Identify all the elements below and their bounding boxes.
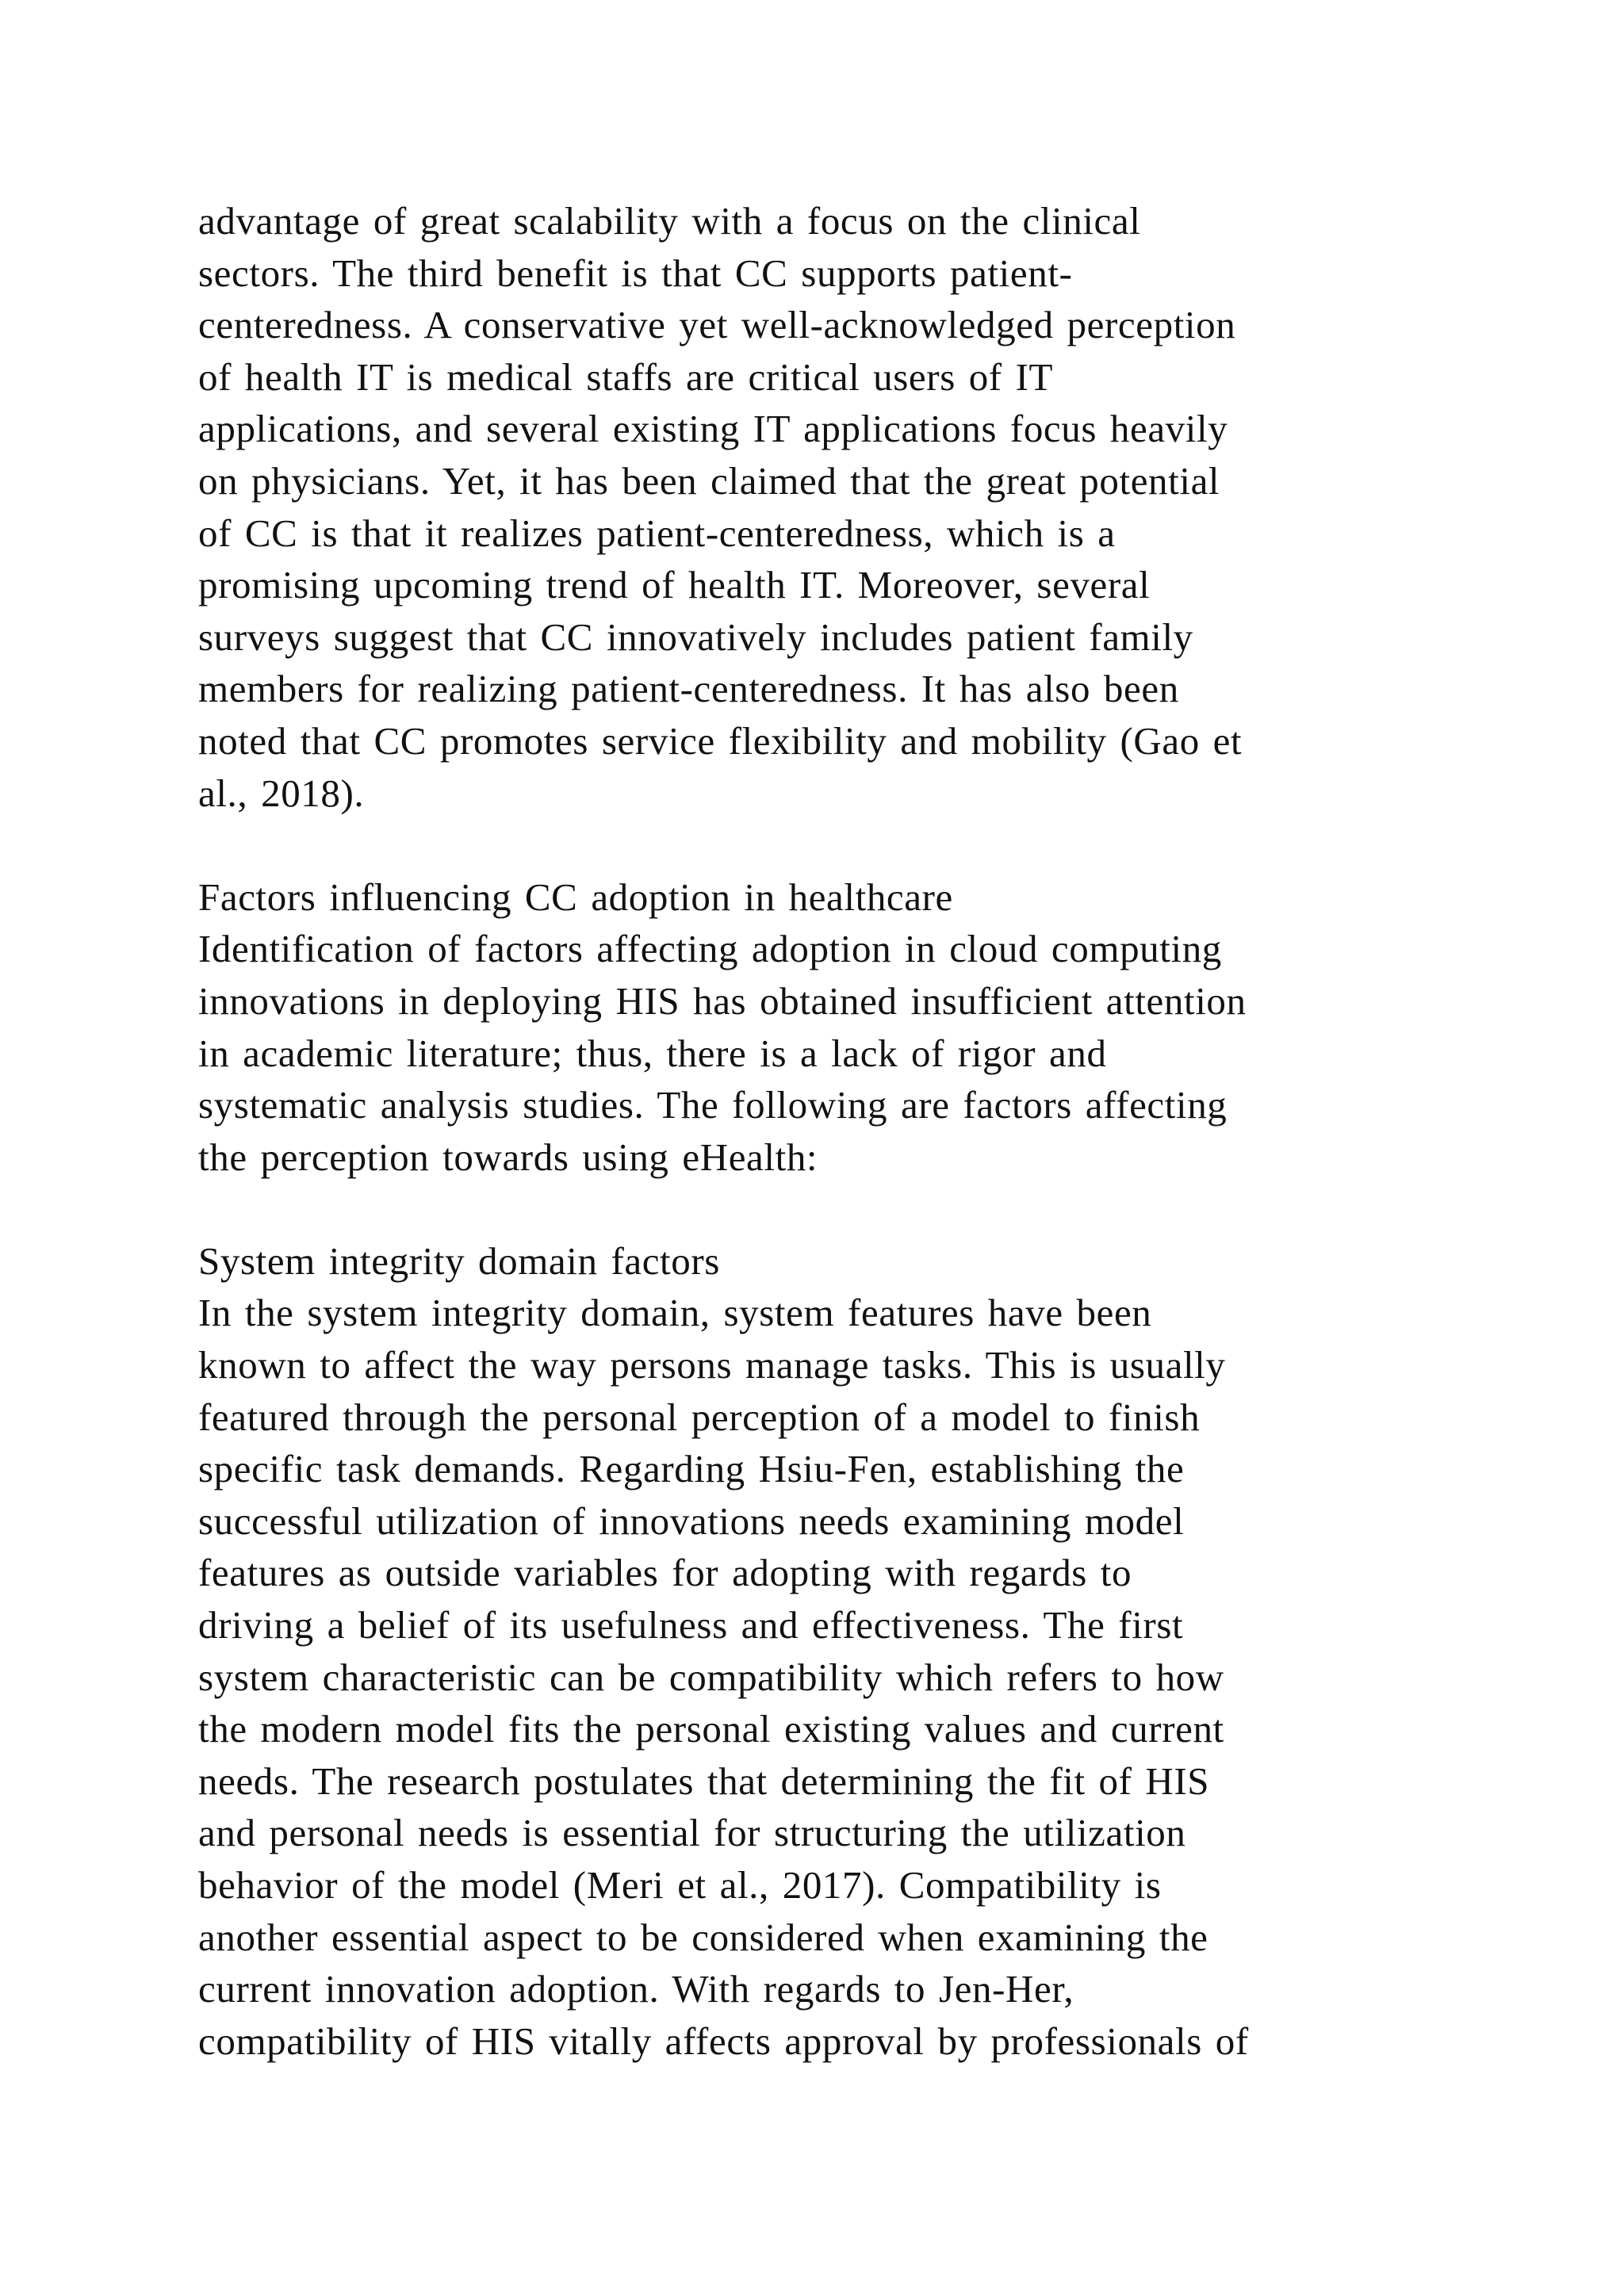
paragraph-3 [198,1287,1483,2067]
text-line: and personal needs is essential for structuring the utilization [198,1811,1186,1855]
text-line: on physicians. Yet, it has been claimed that the great potential [198,458,1220,503]
text-line: members for realizing patient-centeredness. It has also been [198,667,1179,711]
text-line: specific task demands. Regarding Hsiu-Fen, establishing the [198,1447,1185,1491]
text-line: in academic literature; thus, there is a lack of rigor and [198,1031,1107,1075]
paragraph-spacer [198,1183,1483,1235]
text-line: known to affect the way persons manage tasks. This is usually [198,1343,1226,1387]
text-line: of CC is that it realizes patient-centeredness, which is a [198,511,1116,555]
text-line: system characteristic can be compatibility which refers to how [198,1655,1224,1699]
text-line: sectors. The third benefit is that CC supports patient- [198,251,1073,295]
text-line: another essential aspect to be considered when examining the [198,1915,1208,1959]
text-line: In the system integrity domain, system features have been [198,1291,1152,1335]
text-line: behavior of the model (Meri et al., 2017). Compatibility is [198,1863,1162,1907]
text-line: promising upcoming trend of health IT. Moreover, several [198,563,1151,607]
section-heading: System integrity domain factors [198,1238,720,1283]
document-body [198,195,1483,2067]
text-line: compatibility of HIS vitally affects approval by professionals of [198,2019,1249,2063]
text-line: innovations in deploying HIS has obtained insufficient attention [198,978,1247,1023]
text-line: of health IT is medical staffs are critical users of IT [198,354,1054,399]
text-line: needs. The research postulates that determining the fit of HIS [198,1758,1210,1803]
text-line: Identification of factors affecting adoption in cloud computing [198,927,1222,971]
text-line: advantage of great scalability with a focus on the clinical [198,199,1141,243]
text-line: features as outside variables for adopting with regards to [198,1551,1132,1595]
text-line: noted that CC promotes service flexibility and mobility (Gao et [198,718,1243,763]
paragraph-2 [198,923,1483,1183]
text-line: featured through the personal perception of a model to finish [198,1395,1201,1439]
text-line: al., 2018). [198,771,365,815]
paragraph-spacer [198,819,1483,871]
text-line: surveys suggest that CC innovatively includes patient family [198,614,1193,659]
section-heading: Factors influencing CC adoption in healthcare [198,874,953,919]
text-line: systematic analysis studies. The following are factors affecting [198,1083,1228,1127]
text-line: driving a belief of its usefulness and effectiveness. The first [198,1603,1184,1647]
text-line: the perception towards using eHealth: [198,1135,818,1179]
paragraph-1 [198,195,1483,819]
text-line: current innovation adoption. With regards to Jen-Her, [198,1967,1074,2011]
text-line: the modern model fits the personal existing values and current [198,1707,1224,1751]
text-line: applications, and several existing IT applications focus heavily [198,407,1228,451]
text-line: centeredness. A conservative yet well-acknowledged perception [198,303,1236,347]
text-line: successful utilization of innovations needs examining model [198,1498,1185,1543]
